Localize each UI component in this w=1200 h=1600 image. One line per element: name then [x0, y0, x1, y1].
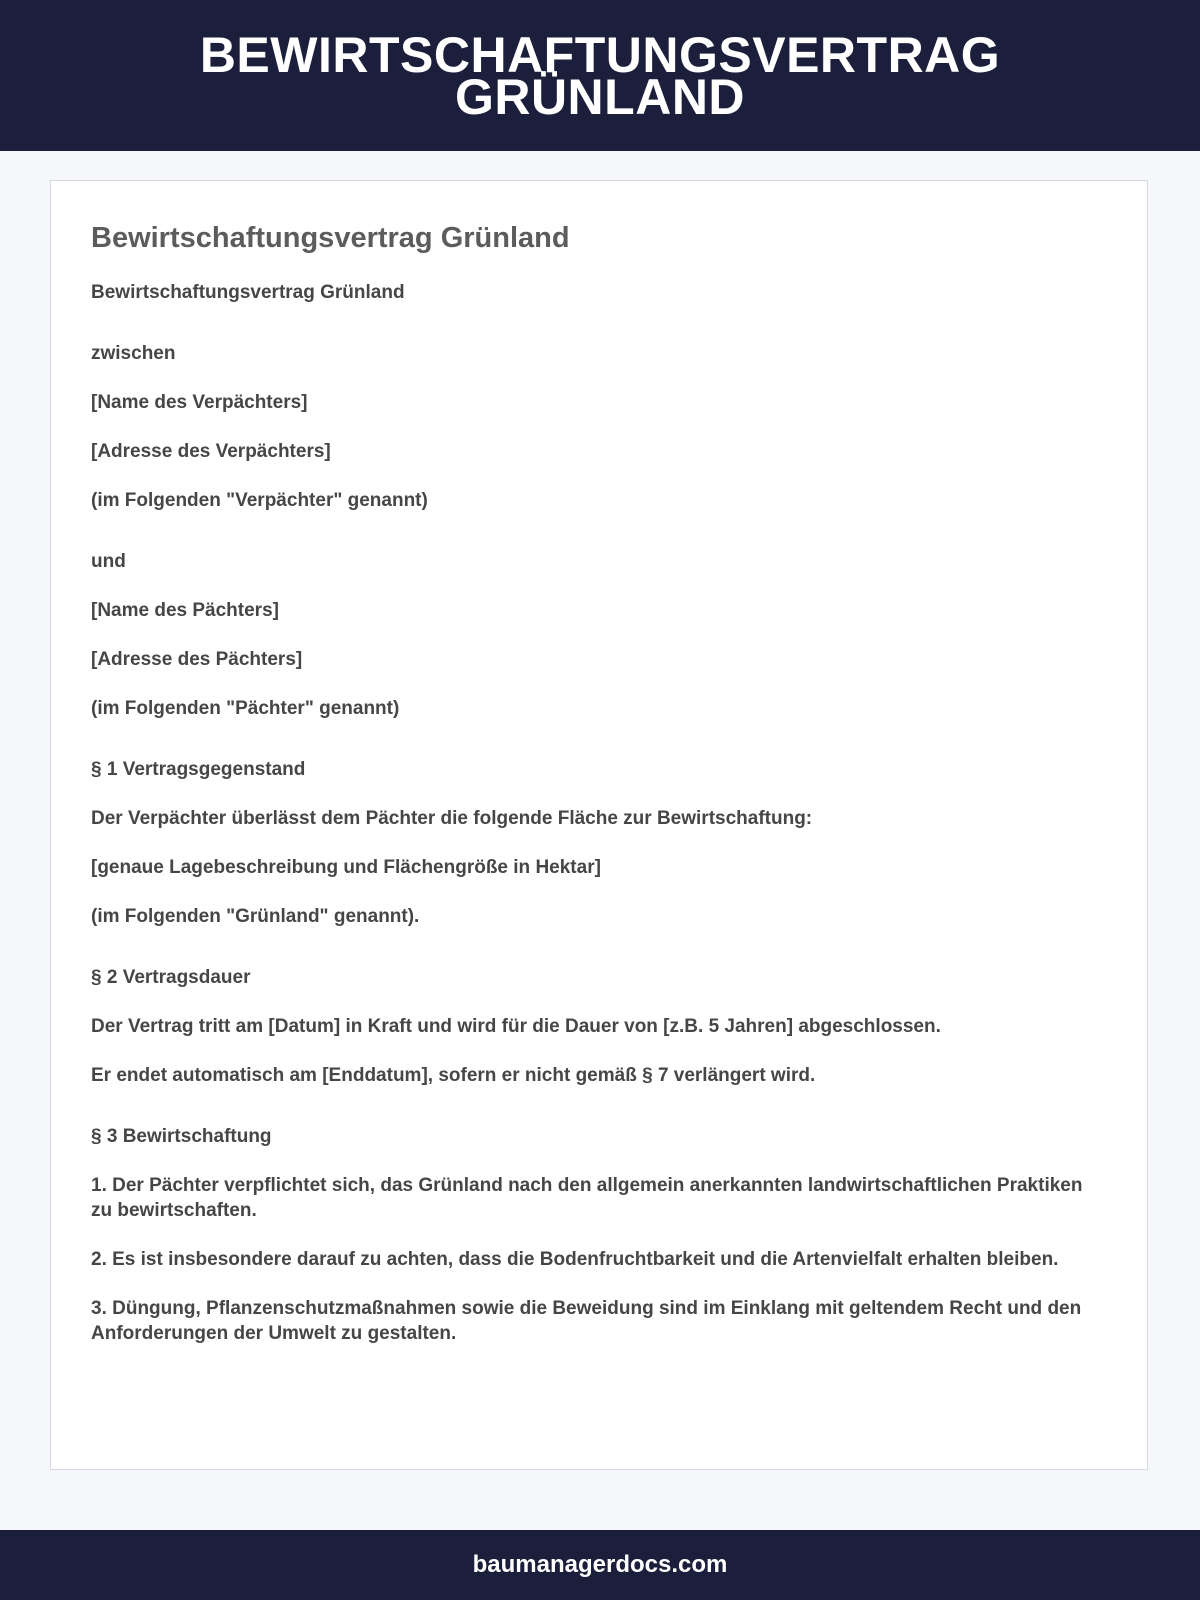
document-card	[50, 180, 1148, 1470]
section-1-text: Der Verpächter überlässt dem Pächter die folgende Fläche zur Bewirtschaftung:	[91, 808, 813, 829]
site-footer	[0, 1530, 1200, 1600]
section-3-item-3: 3. Düngung, Pflanzenschutzmaßnahmen sowie die Beweidung sind im Einklang mit geltendem Recht und den Anforderungen der Umwelt zu gestalten.	[91, 1298, 1082, 1344]
lessor-definition: (im Folgenden "Verpächter" genannt)	[91, 490, 428, 511]
and-label: und	[91, 551, 126, 572]
section-2-heading: § 2 Vertragsdauer	[91, 967, 251, 988]
section-3-item-1: 1. Der Pächter verpflichtet sich, das Grünland nach den allgemein anerkannten landwirtschaftlichen Praktiken zu bewirtschaften.	[91, 1175, 1083, 1221]
lessor-address: [Adresse des Verpächters]	[91, 441, 331, 462]
lessor-name: [Name des Verpächters]	[91, 392, 308, 413]
site-header	[0, 0, 1200, 151]
section-1-heading: § 1 Vertragsgegenstand	[91, 759, 306, 780]
between-label: zwischen	[91, 343, 176, 364]
lessee-name: [Name des Pächters]	[91, 600, 279, 621]
footer-domain: baumanagerdocs.com	[472, 1551, 728, 1578]
section-3-heading: § 3 Bewirtschaftung	[91, 1126, 272, 1147]
contract-heading: Bewirtschaftungsvertrag Grünland	[91, 282, 405, 303]
lessee-definition: (im Folgenden "Pächter" genannt)	[91, 698, 400, 719]
section-2-end: Er endet automatisch am [Enddatum], sofern er nicht gemäß § 7 verlängert wird.	[91, 1065, 816, 1086]
page-title: BEWIRTSCHAFTUNGSVERTRAG GRÜNLAND	[199, 26, 1001, 125]
section-2-start: Der Vertrag tritt am [Datum] in Kraft und wird für die Dauer von [z.B. 5 Jahren] abgeschlossen.	[91, 1016, 941, 1037]
document-title: Bewirtschaftungsvertrag Grünland	[91, 222, 570, 254]
section-1-location: [genaue Lagebeschreibung und Flächengröße in Hektar]	[91, 857, 601, 878]
lessee-address: [Adresse des Pächters]	[91, 649, 303, 670]
section-3-item-2: 2. Es ist insbesondere darauf zu achten, dass die Bodenfruchtbarkeit und die Artenvielfalt erhalten bleiben.	[91, 1249, 1059, 1270]
section-1-definition: (im Folgenden "Grünland" genannt).	[91, 906, 420, 927]
